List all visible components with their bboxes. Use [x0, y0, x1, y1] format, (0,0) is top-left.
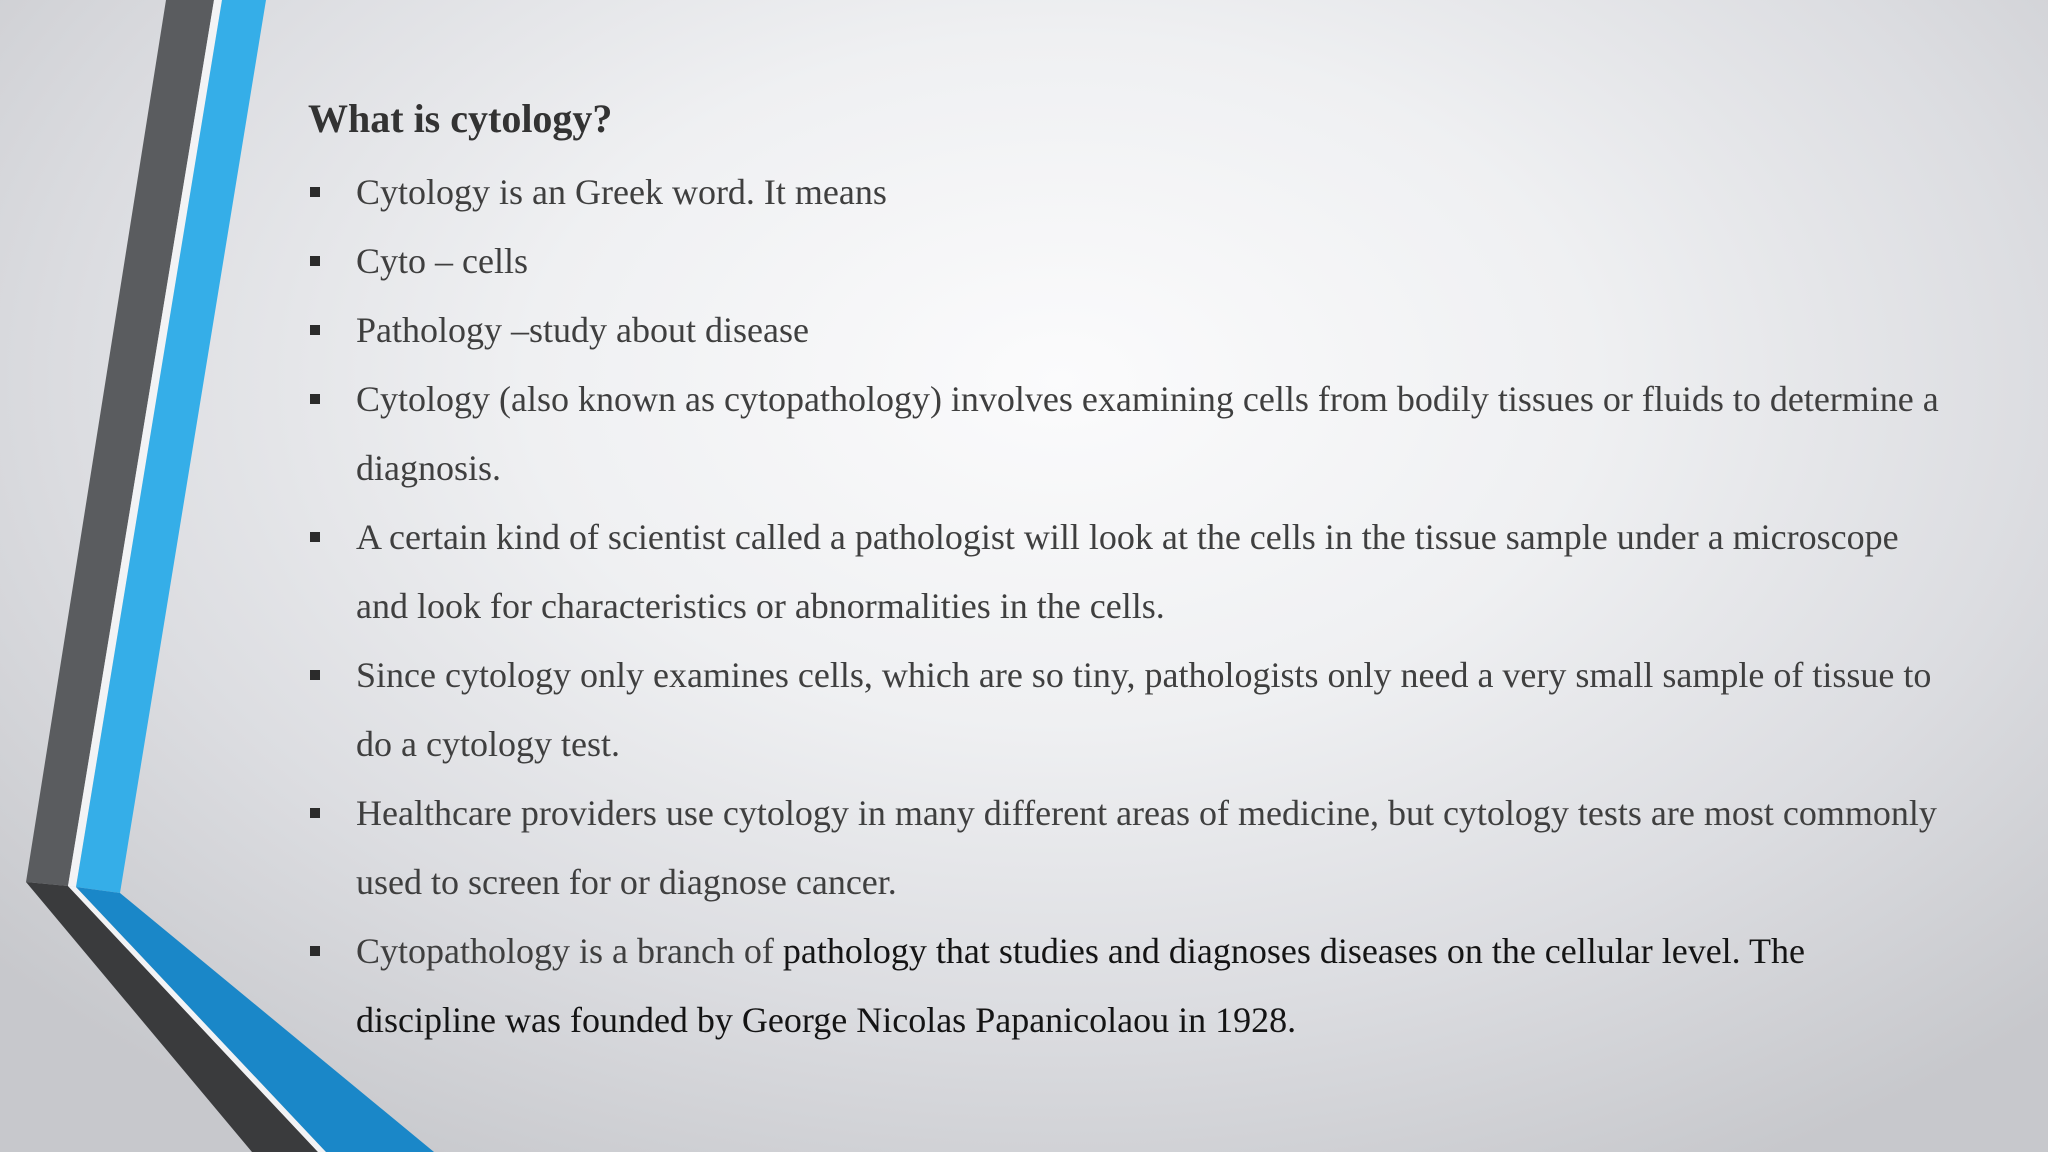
bullet-item: [308, 779, 1948, 917]
gray-stripe-lower: [26, 882, 318, 1152]
square-bullet-icon: [310, 532, 320, 542]
bullet-text: Cyto – cells: [356, 241, 528, 281]
slide-title: What is cytology?: [308, 96, 613, 141]
light-separator-lower: [68, 886, 326, 1152]
bullet-item: [308, 917, 1948, 1055]
bullet-text-part: Cytopathology is a branch of: [356, 931, 783, 971]
bullet-text: Healthcare providers use cytology in many different areas of medicine, but cytology tests are most commonly used to screen for or diagnose cancer.: [356, 793, 1937, 902]
square-bullet-icon: [310, 394, 320, 404]
bullet-text: [356, 931, 1805, 1040]
square-bullet-icon: [310, 187, 320, 197]
square-bullet-icon: [310, 256, 320, 266]
bullet-list: [308, 158, 1948, 1055]
bullet-item: [308, 227, 1948, 296]
bullet-text: A certain kind of scientist called a pathologist will look at the cells in the tissue sample under a microscope and look for characteristics or abnormalities in the cells.: [356, 517, 1899, 626]
bullet-text-part: pathology that studies and diagnoses diseases on the cellular level. The discipline was founded by George Nicolas Papanicolaou in 1928.: [356, 931, 1806, 1040]
bullet-item: [308, 296, 1948, 365]
bullet-item: [308, 503, 1948, 641]
square-bullet-icon: [310, 325, 320, 335]
square-bullet-icon: [310, 670, 320, 680]
bullet-text: Cytology (also known as cytopathology) involves examining cells from bodily tissues or fluids to determine a diagnosis.: [356, 379, 1939, 488]
bullet-text: Cytology is an Greek word. It means: [356, 172, 887, 212]
square-bullet-icon: [310, 808, 320, 818]
bullet-text: Since cytology only examines cells, which are so tiny, pathologists only need a very small sample of tissue to do a cytology test.: [356, 655, 1932, 764]
bullet-item: [308, 158, 1948, 227]
square-bullet-icon: [310, 946, 320, 956]
slide-content: [308, 92, 1948, 1055]
bullet-text: Pathology –study about disease: [356, 310, 809, 350]
bullet-item: [308, 641, 1948, 779]
bullet-item: [308, 365, 1948, 503]
